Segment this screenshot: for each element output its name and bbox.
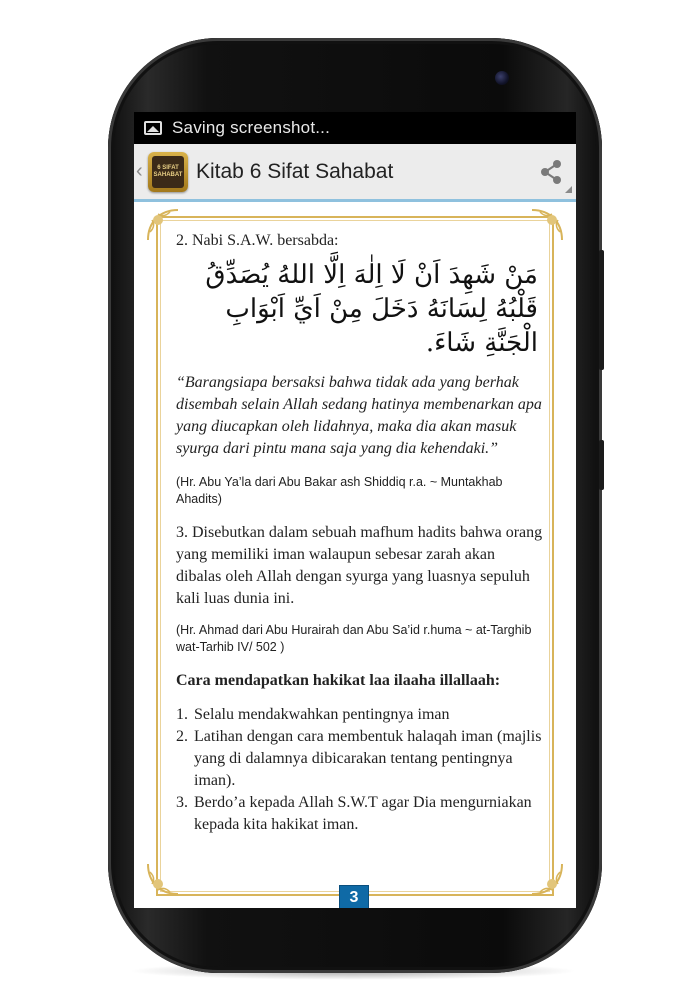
action-bar [134, 144, 576, 202]
corner-ornament-icon [146, 208, 180, 242]
logo-line-2: SAHABAT [153, 171, 183, 178]
hadith-intro: 2. Nabi S.A.W. bersabda: [176, 232, 339, 249]
hadith-reference: (Hr. Abu Ya’la dari Abu Bakar ash Shiddiq r.a. ~ Muntakhab Ahadits) [176, 475, 503, 506]
status-notification-text: Saving screenshot... [172, 118, 331, 137]
arabic-hadith-text: مَنْ شَهِدَ اَنْ لَا اِلٰهَ اِلَّا اللهُ يُصَدِّقُ قَلْبُهُ لِسَانَهُ دَخَلَ مِنْ اَيِّ اَبْوَابِ الْجَنَّةِ شَاءَ. [205, 260, 538, 358]
phone-screen [134, 112, 576, 908]
book-page[interactable] [134, 202, 576, 908]
app-logo[interactable] [148, 152, 188, 192]
list-item: 2. Latihan dengan cara membentuk halaqah iman (majlis yang di dalamnya dibicarakan tentang pentingnya iman). [176, 728, 542, 789]
corner-ornament-icon [146, 862, 180, 896]
share-button[interactable] [538, 159, 564, 185]
share-icon [538, 159, 564, 185]
logo-line-1: 6 SIFAT [157, 164, 179, 171]
app-title: Kitab 6 Sifat Sahabat [196, 159, 394, 183]
power-button[interactable] [599, 250, 604, 370]
list-item: 3. Berdo’a kepada Allah S.W.T agar Dia mengurniakan kepada kita hakikat iman. [176, 794, 532, 833]
section-heading: Cara mendapatkan hakikat laa ilaaha illallaah: [176, 672, 501, 689]
volume-button[interactable] [599, 440, 604, 490]
back-chevron-icon[interactable]: ‹ [136, 160, 143, 182]
hadith-paragraph-3: 3. Disebutkan dalam sebuah mafhum hadits bahwa orang yang memiliki iman walaupun sebesar zarah akan dibalas oleh Allah dengan syurga yang luasnya sepuluh kali luas dunia ini. [176, 524, 543, 607]
overflow-indicator-icon [565, 186, 572, 193]
front-camera [495, 71, 509, 85]
status-bar [134, 112, 576, 144]
corner-ornament-icon [530, 862, 564, 896]
hadith-reference-2: (Hr. Ahmad dari Abu Hurairah dan Abu Sa’id r.huma ~ at-Targhib wat-Tarhib IV/ 502 ) [176, 623, 532, 654]
page-number-badge: 3 [339, 885, 369, 908]
image-icon [144, 121, 162, 135]
page-content [176, 232, 544, 836]
list-item: 1. Selalu mendakwahkan pentingnya iman [176, 706, 450, 723]
hadith-translation: “Barangsiapa bersaksi bahwa tidak ada yang berhak disembah selain Allah sedang hatinya membenarkan apa yang diucapkan oleh lidahnya, maka dia akan masuk syurga dari pintu mana saja yang dia kehendaki.” [176, 374, 542, 457]
method-list [176, 704, 544, 836]
